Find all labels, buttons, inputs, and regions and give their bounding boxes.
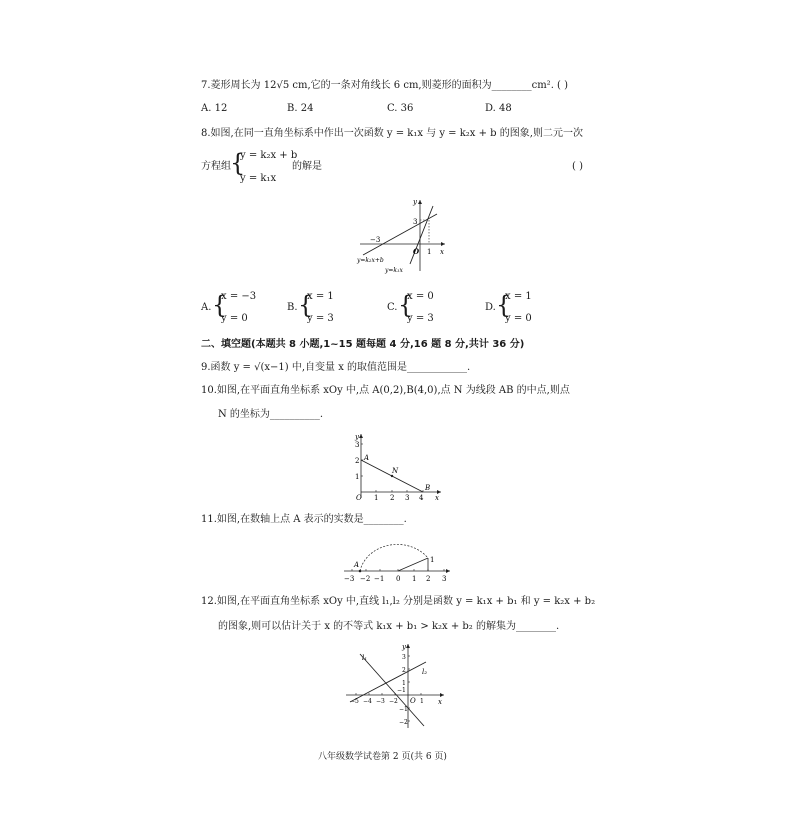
q8-option-b-y: y = 3 — [307, 313, 334, 324]
q10-ytick-3: 3 — [355, 441, 360, 449]
q8-tick-3: 3 — [413, 218, 418, 226]
q8-label-line1: y=k₁x — [385, 267, 403, 274]
q8-option-c-x: x = 0 — [407, 291, 434, 302]
q10-y-arrow — [359, 434, 363, 438]
q10-label-n: N — [392, 467, 399, 475]
q10-y-label: y — [355, 433, 359, 441]
q10-xtick-2: 2 — [390, 494, 395, 502]
q12-label-l2: l₂ — [422, 668, 428, 676]
q12-ytick-neg2: −2 — [399, 719, 408, 726]
q12-x-arrow — [440, 693, 444, 697]
q8-system-line1: y = k₂x + b — [240, 150, 298, 161]
q11-tick-neg3: −3 — [344, 575, 355, 583]
q8-option-a-y: y = 0 — [221, 313, 248, 324]
q12-x-label: x — [438, 698, 442, 706]
q11-tick-0: 0 — [396, 575, 401, 583]
q11-tick-1: 1 — [412, 575, 417, 583]
q10-xtick-1: 1 — [374, 494, 379, 502]
q10-label-b: B — [425, 484, 431, 492]
q11-label-a: A — [354, 561, 360, 569]
q11-label-1: 1 — [430, 556, 435, 564]
q11-number-line — [340, 532, 455, 588]
q12-xtick-neg5: −5 — [350, 698, 359, 705]
q7-option-a: A. 12 — [201, 103, 228, 114]
q8-option-d-y: y = 0 — [505, 313, 532, 324]
q8-option-b-x: x = 1 — [307, 291, 334, 302]
q10-xtick-3: 3 — [405, 494, 410, 502]
section-2-title: 二、填空题(本题共 8 小题,1~15 题每题 4 分,16 题 8 分,共计 36 分) — [201, 339, 525, 350]
q8-option-b-brace: { — [298, 291, 314, 319]
q10-x-label: x — [435, 494, 439, 502]
q8-line-k2x-b — [363, 214, 437, 255]
q12-ytick-3: 3 — [402, 654, 406, 661]
question-7-text: 7.菱形周长为 12√5 cm,它的一条对角线长 6 cm,则菱形的面积为________cm². ( ) — [201, 80, 569, 91]
q8-option-d-x: x = 1 — [505, 291, 532, 302]
q12-line-l2 — [350, 662, 426, 702]
q8-label-line2: y=k₂x+b — [357, 257, 384, 264]
q12-y-arrow — [406, 644, 410, 648]
q12-xtick-neg1: −1 — [397, 687, 406, 694]
q8-x-label: x — [440, 248, 444, 256]
question-12-text-2: 的图象,则可以估计关于 x 的不等式 k₁x + b₁ > k₂x + b₂ 的解集为________. — [218, 621, 560, 632]
q10-ytick-2: 2 — [355, 457, 360, 465]
q12-label-l1: l₁ — [362, 654, 368, 662]
q8-system-brace: { — [230, 149, 246, 177]
q8-tick-neg3: −3 — [370, 236, 381, 244]
q8-system-line2: y = k₁x — [240, 173, 277, 184]
q8-y-arrow — [418, 200, 422, 204]
q11-dashed-arc — [360, 544, 428, 571]
q8-tick-1: 1 — [427, 248, 432, 256]
q10-point-n — [391, 475, 393, 477]
q8-option-c-y: y = 3 — [407, 313, 434, 324]
q8-option-c-letter: C. — [387, 302, 398, 313]
q7-option-d: D. 48 — [485, 103, 512, 114]
q12-ytick-1: 1 — [402, 680, 406, 687]
q10-ytick-1: 1 — [355, 473, 360, 481]
question-10-text-2: N 的坐标为__________. — [218, 409, 324, 420]
q11-tick-neg1: −1 — [374, 575, 385, 583]
q8-option-d-brace: { — [496, 291, 512, 319]
q8-option-c-brace: { — [398, 291, 414, 319]
q10-graph — [345, 430, 445, 502]
q10-origin: O — [356, 494, 362, 502]
q11-tick-3: 3 — [442, 575, 447, 583]
q12-graph — [340, 640, 450, 730]
q8-option-b-letter: B. — [287, 302, 298, 313]
q11-tick-neg2: −2 — [360, 575, 371, 583]
q12-ytick-neg1: −1 — [399, 706, 408, 713]
q7-option-b: B. 24 — [287, 103, 314, 114]
q8-option-a-letter: A. — [201, 302, 212, 313]
q11-point-a — [359, 570, 362, 573]
q8-system-suffix: 的解是 — [292, 161, 322, 172]
q12-ytick-2: 2 — [402, 667, 406, 674]
q8-y-label: y — [413, 198, 417, 206]
question-11-text: 11.如图,在数轴上点 A 表示的实数是________. — [201, 514, 407, 525]
q7-option-c: C. 36 — [387, 103, 414, 114]
q8-graph — [355, 196, 450, 276]
question-9-text: 9.函数 y = √(x−1) 中,自变量 x 的取值范围是____________. — [201, 362, 471, 373]
q10-xtick-4: 4 — [419, 494, 424, 502]
q12-xtick-neg4: −4 — [363, 698, 372, 705]
q8-answer-paren: ( ) — [572, 161, 583, 172]
q12-origin: O — [410, 697, 416, 705]
q8-option-a-x: x = −3 — [221, 291, 257, 302]
q12-xtick-neg2: −2 — [389, 698, 398, 705]
q8-option-d-letter: D. — [485, 302, 496, 313]
q12-line-l1 — [360, 654, 424, 726]
question-10-text: 10.如图,在平面直角坐标系 xOy 中,点 A(0,2),B(4,0),点 N 为线段 AB 的中点,则点 — [201, 385, 570, 396]
q11-arrow — [446, 569, 450, 573]
page-footer: 八年级数学试卷第 2 页(共 6 页) — [318, 752, 447, 762]
q12-y-label: y — [402, 643, 406, 651]
q8-origin: O — [413, 247, 420, 256]
q12-xtick-neg3: −3 — [376, 698, 385, 705]
q10-label-a: A — [364, 454, 370, 462]
q8-system-prefix: 方程组 — [201, 161, 231, 172]
q11-tick-2: 2 — [426, 575, 431, 583]
question-12-text: 12.如图,在平面直角坐标系 xOy 中,直线 l₁,l₂ 分别是函数 y = k₁x + b₁ 和 y = k₂x + b₂ — [201, 596, 596, 607]
q8-x-arrow — [441, 242, 445, 246]
q8-option-a-brace: { — [212, 291, 228, 319]
q12-xtick-1: 1 — [420, 698, 424, 705]
q11-hypotenuse — [398, 558, 428, 571]
question-8-text: 8.如图,在同一直角坐标系中作出一次函数 y = k₁x 与 y = k₂x + b 的图象,则二元一次 — [201, 128, 583, 139]
